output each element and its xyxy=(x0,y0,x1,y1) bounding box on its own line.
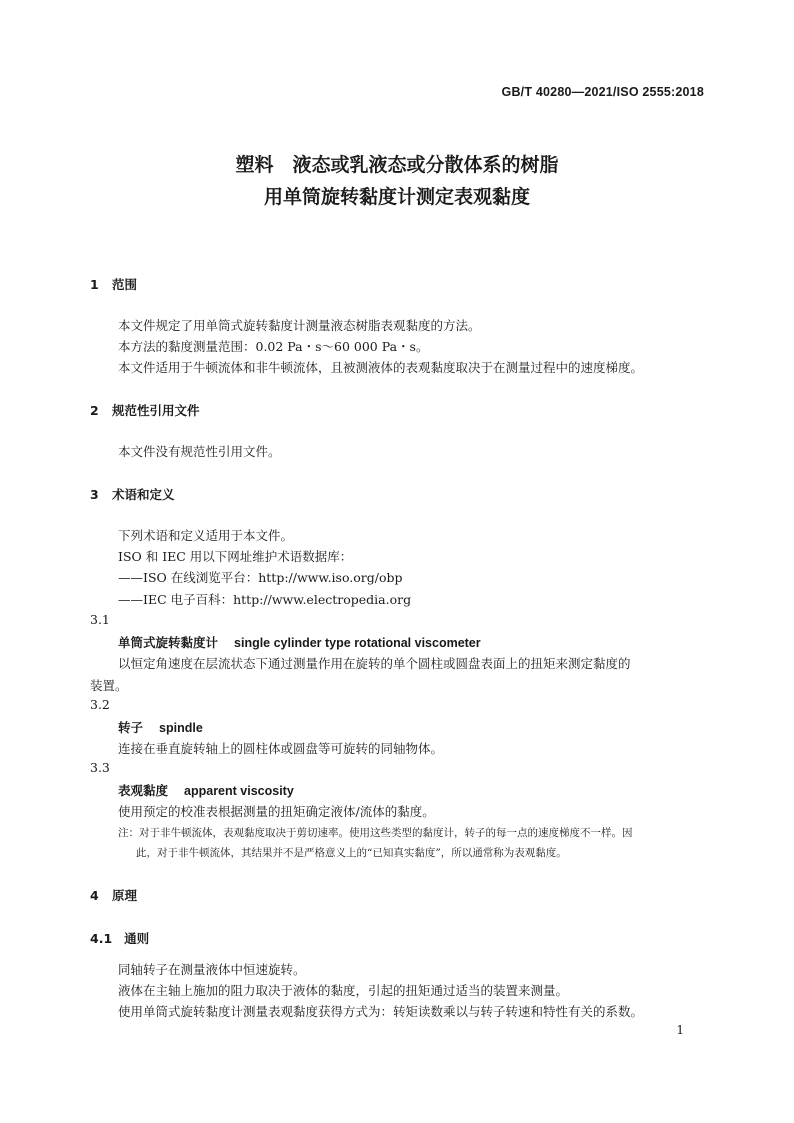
term-entry xyxy=(118,781,294,799)
clause-number: 3.1 xyxy=(90,612,110,627)
definition: 使用预定的校准表根据测量的扭矩确定液体/流体的黏度。 xyxy=(118,804,435,819)
note-continued: 此，对于非牛顿流体，其结果并不是严格意义上的“已知真实黏度”，所以通常称为表观黏度。 xyxy=(136,847,567,859)
list-item: ——IEC 电子百科：http://www.electropedia.org xyxy=(118,592,412,607)
section-4-heading xyxy=(90,886,137,904)
subsection-title: 通则 xyxy=(124,931,150,946)
paragraph: 本文件适用于牛顿流体和非牛顿流体，且被测液体的表观黏度取决于在测量过程中的速度梯度。 xyxy=(118,360,644,375)
section-3-heading xyxy=(90,485,175,503)
term-entry xyxy=(118,718,203,736)
definition: 以恒定角速度在层流状态下通过测量作用在旋转的单个圆柱或圆盘表面上的扭矩来测定黏度的 xyxy=(118,656,631,671)
clause-number: 3.3 xyxy=(90,760,110,775)
section-number: 2 xyxy=(90,403,99,418)
term-english: apparent viscosity xyxy=(184,784,294,798)
definition-continued: 装置。 xyxy=(90,678,128,693)
list-item: ——ISO 在线浏览平台：http://www.iso.org/obp xyxy=(118,570,403,585)
document-title-line1: 塑料 液态或乳液态或分散体系的树脂 xyxy=(235,154,559,176)
section-title: 原理 xyxy=(112,888,138,903)
term-chinese: 表观黏度 xyxy=(118,783,169,798)
paragraph: ISO 和 IEC 用以下网址维护术语数据库： xyxy=(118,549,353,564)
term-chinese: 转子 xyxy=(118,720,144,735)
paragraph: 使用单筒式旋转黏度计测量表观黏度获得方式为：转矩读数乘以与转子转速和特性有关的系数。 xyxy=(118,1004,644,1019)
section-number: 3 xyxy=(90,487,99,502)
section-number: 4 xyxy=(90,888,99,903)
note: 注：对于非牛顿流体，表观黏度取决于剪切速率。使用这些类型的黏度计，转子的每一点的速度梯度不一样。因 xyxy=(118,827,633,839)
section-1-heading xyxy=(90,275,137,293)
subsection-4-1-heading xyxy=(90,929,149,947)
section-title: 规范性引用文件 xyxy=(112,403,200,418)
subsection-number: 4.1 xyxy=(90,931,113,946)
term-english: spindle xyxy=(159,721,203,735)
paragraph: 同轴转子在测量液体中恒速旋转。 xyxy=(118,962,306,977)
paragraph: 下列术语和定义适用于本文件。 xyxy=(118,528,294,543)
term-entry xyxy=(118,633,481,651)
section-number: 1 xyxy=(90,277,99,292)
term-english: single cylinder type rotational viscometer xyxy=(234,636,481,650)
term-chinese: 单筒式旋转黏度计 xyxy=(118,635,219,650)
clause-number: 3.2 xyxy=(90,697,110,712)
standard-number: GB/T 40280—2021/ISO 2555:2018 xyxy=(501,85,704,99)
paragraph: 本方法的黏度测量范围：0.02 Pa・s～60 000 Pa・s。 xyxy=(118,339,429,354)
paragraph: 本文件没有规范性引用文件。 xyxy=(118,444,281,459)
document-title-line2: 用单筒旋转黏度计测定表观黏度 xyxy=(263,186,530,208)
section-title: 范围 xyxy=(112,277,138,292)
section-title: 术语和定义 xyxy=(112,487,175,502)
definition: 连接在垂直旋转轴上的圆柱体或圆盘等可旋转的同轴物体。 xyxy=(118,741,444,756)
page-number: 1 xyxy=(676,1023,684,1037)
paragraph: 液体在主轴上施加的阻力取决于液体的黏度，引起的扭矩通过适当的装置来测量。 xyxy=(118,983,569,998)
section-2-heading xyxy=(90,401,200,419)
paragraph: 本文件规定了用单筒式旋转黏度计测量液态树脂表观黏度的方法。 xyxy=(118,318,481,333)
